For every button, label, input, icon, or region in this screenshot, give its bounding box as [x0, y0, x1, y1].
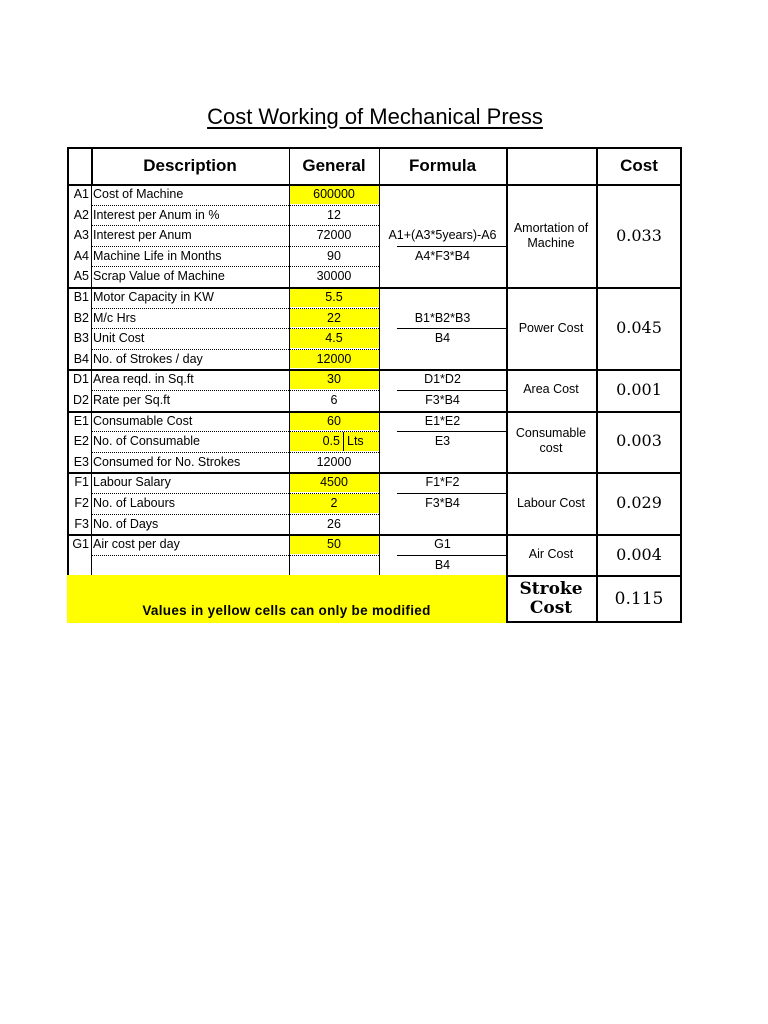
row-id: G1 [72, 537, 89, 552]
row-description: No. of Consumable [93, 434, 201, 449]
general-value: 6 [330, 393, 338, 408]
cost-label: Amortation of Machine [513, 220, 589, 250]
general-value-input[interactable]: 30 [289, 370, 379, 389]
row-description: Cost of Machine [93, 187, 184, 202]
page-title: Cost Working of Mechanical Press [207, 104, 543, 129]
formula-denominator: F3*B4 [425, 496, 460, 511]
general-value: 90 [327, 248, 341, 263]
stroke-cost-value: 0.115 [614, 588, 664, 609]
left-border [67, 147, 69, 575]
row-description: Interest per Anum [93, 228, 192, 243]
general-value-input[interactable]: 60 [289, 412, 379, 431]
general-value-input[interactable]: 12000 [289, 350, 379, 369]
cost-value: 0.004 [616, 544, 662, 564]
row-id: E3 [73, 454, 89, 469]
cost-label: Air Cost [528, 547, 574, 562]
formula-denominator: B4 [434, 557, 451, 572]
general-value-input[interactable]: 50 [289, 535, 379, 554]
column-border [91, 147, 93, 184]
general-value: 12000 [316, 454, 352, 469]
row-id: A5 [73, 269, 89, 284]
row-id: A1 [73, 187, 89, 202]
row-description: Motor Capacity in KW [93, 290, 214, 305]
fraction-line [397, 431, 506, 432]
general-value: 30000 [316, 269, 352, 284]
row-description: No. of Strokes / day [93, 351, 203, 366]
general-value-input[interactable]: 5.5 [289, 288, 379, 307]
row-description: Interest per Anum in % [93, 207, 220, 222]
row-id: D2 [73, 393, 89, 408]
column-border [379, 147, 380, 575]
row-id: F1 [74, 475, 89, 490]
row-description: Scrap Value of Machine [93, 269, 225, 284]
general-value-input[interactable]: 4.5 [289, 329, 379, 348]
header-description: Description [143, 156, 237, 175]
fraction-line [397, 555, 506, 556]
row-id: F2 [74, 496, 89, 511]
row-id: D1 [73, 372, 89, 387]
row-id: F3 [74, 516, 89, 531]
unit-label: Lts [343, 432, 379, 451]
general-value-input[interactable]: 4500 [289, 473, 379, 492]
table-bottom-border [506, 621, 682, 623]
row-description: Consumed for No. Strokes [93, 454, 241, 469]
formula-denominator: A4*F3*B4 [415, 248, 470, 263]
row-description: No. of Labours [93, 496, 175, 511]
column-border [91, 184, 92, 575]
row-description: Consumable Cost [93, 413, 193, 428]
cost-value: 0.001 [616, 379, 662, 399]
row-id: B2 [73, 310, 89, 325]
row-id: E1 [73, 413, 89, 428]
row-description: M/c Hrs [93, 310, 137, 325]
row-id: B4 [73, 351, 89, 366]
cost-label: Area Cost [523, 382, 579, 397]
row-id: E2 [73, 434, 89, 449]
stroke-cost-label: Stroke Cost [519, 578, 583, 619]
formula-numerator: G1 [434, 537, 451, 552]
general-value-input[interactable]: 0.5 [289, 432, 343, 451]
row-id: B3 [73, 331, 89, 346]
general-value: 72000 [316, 228, 352, 243]
table-top-border [67, 147, 682, 149]
fraction-line [397, 493, 506, 494]
cost-label: Power Cost [518, 320, 584, 335]
formula-numerator: D1*D2 [424, 372, 461, 387]
general-value [289, 555, 379, 576]
formula-numerator: A1+(A3*5years)-A6 [388, 228, 497, 243]
general-value: 12 [327, 207, 341, 222]
column-border [506, 147, 508, 623]
formula-denominator: E3 [434, 434, 451, 449]
cost-value: 0.029 [616, 493, 662, 513]
fraction-line [397, 246, 506, 247]
fraction-line [397, 328, 506, 329]
cost-sheet-table [67, 147, 682, 623]
row-id [67, 555, 91, 576]
row-description: Rate per Sq.ft [93, 393, 171, 408]
general-value-input[interactable]: 600000 [289, 185, 379, 204]
row-description: Unit Cost [93, 331, 145, 346]
row-id: A2 [73, 207, 89, 222]
row-description: Air cost per day [93, 537, 180, 552]
general-value: 26 [327, 516, 341, 531]
formula-numerator: E1*E2 [424, 413, 461, 428]
row-id: A4 [73, 248, 89, 263]
yellow-cells-note: Values in yellow cells can only be modified [67, 575, 506, 623]
row-description: Machine Life in Months [93, 248, 222, 263]
header-formula: Formula [408, 156, 477, 175]
row-description [91, 555, 289, 576]
cost-value: 0.045 [616, 318, 662, 338]
header-general: General [302, 156, 366, 175]
cost-value: 0.003 [616, 431, 662, 451]
formula-denominator: B4 [434, 331, 451, 346]
row-description: Area reqd. in Sq.ft [93, 372, 194, 387]
row-id: B1 [73, 290, 89, 305]
row-id: A3 [73, 228, 89, 243]
fraction-line [397, 390, 506, 391]
right-border [680, 147, 682, 623]
row-description: No. of Days [93, 516, 159, 531]
general-value-input[interactable]: 2 [289, 494, 379, 513]
formula-numerator: B1*B2*B3 [414, 310, 471, 325]
cost-label: Labour Cost [516, 495, 586, 510]
footer-top-border [506, 575, 682, 577]
cost-label: Consumable cost [515, 426, 587, 456]
formula-numerator: F1*F2 [425, 475, 460, 490]
row-description: Labour Salary [93, 475, 171, 490]
formula-denominator: F3*B4 [425, 393, 460, 408]
general-value-input[interactable]: 22 [289, 309, 379, 328]
column-border [289, 147, 290, 575]
header-cost: Cost [620, 156, 658, 175]
cost-value: 0.033 [616, 225, 662, 245]
header-bottom-border [67, 184, 682, 186]
column-border [596, 147, 598, 623]
